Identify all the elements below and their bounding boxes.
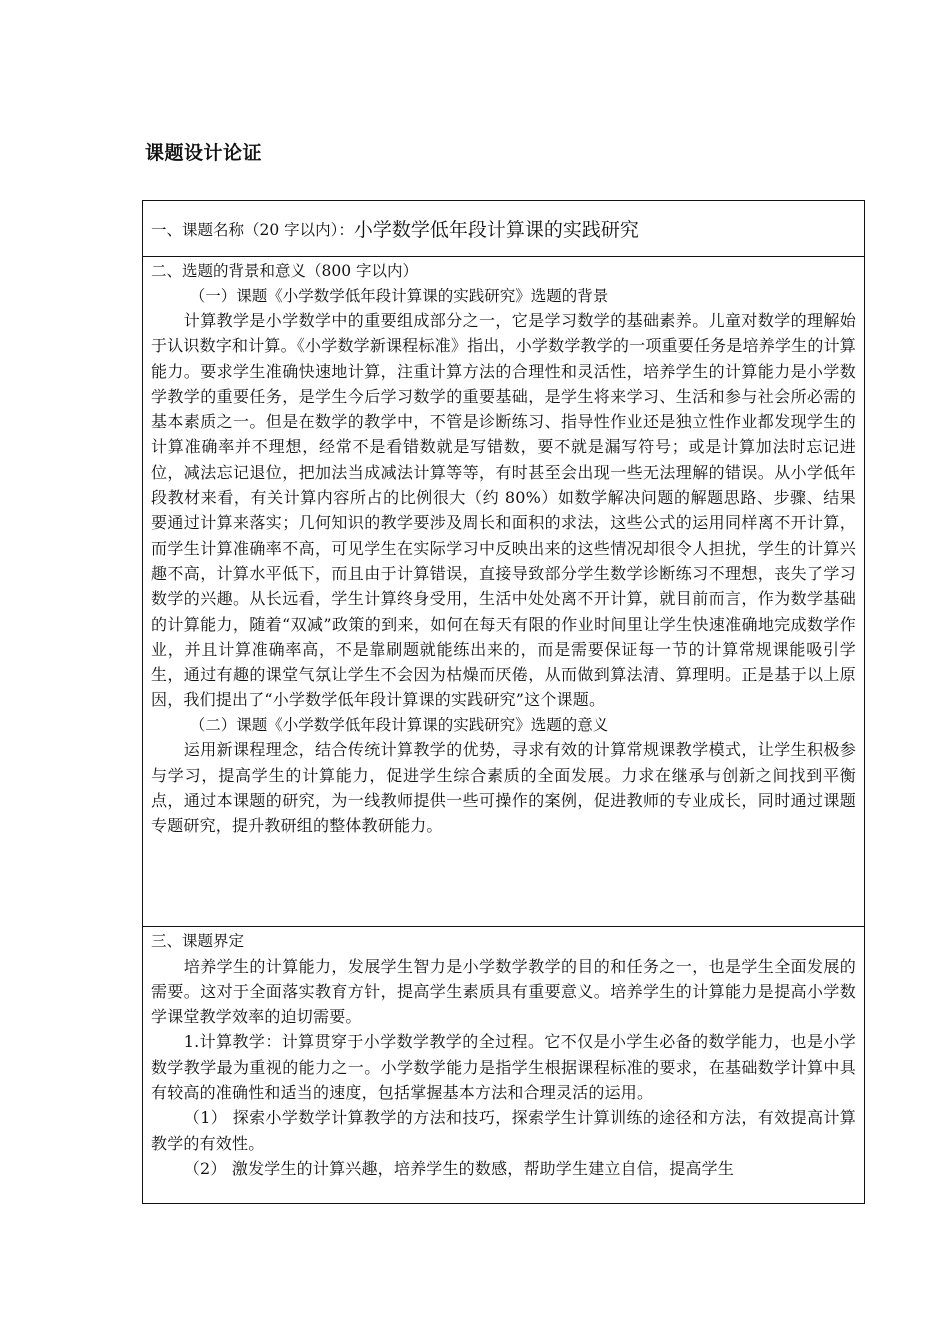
background-heading: 二、选题的背景和意义（800 字以内） (151, 262, 419, 280)
background-row (143, 257, 864, 927)
topic-row (143, 201, 864, 257)
topic-label: 一、课题名称（20 字以内）： (151, 220, 354, 239)
topic-name: 小学数学低年段计算课的实践研究 (353, 219, 639, 241)
definition-row (143, 927, 864, 1204)
background-paragraph: 计算教学是小学数学中的重要组成部分之一，它是学习数学的基础素养。儿童对数学的理解始于认识数字和计算。《小学数学新课程标准》指出，小学数学教学的一项重要任务是培养学生的计算能力。要求学生准确快速地计算，注重计算方法的合理性和灵活性，培养学生的计算能力是小学数学教学的重要任务，是学生今后学习数学的重要基础，是学生将来学习、生活和参与社会所必需的基本素质之一。但是在数学的教学中，不管是诊断练习、指导性作业还是独立性作业都发现学生的计算准确率并不理想，经常不是看错数就是写错数，要不就是漏写符号；或是计算加法时忘记进位，减法忘记退位，把加法当成减法计算等等，有时甚至会出现一些无法理解的错误。从小学低年段教材来看，有关计算内容所占的比例很大（约 80%）如数学解决问题的解题思路、步骤、结果要通过计算来落实；几何知识的教学要涉及周长和面积的求法，这些公式的运用同样离不开计算，而学生计算准确率不高，可见学生在实际学习中反映出来的这些情况却很令人担扰，学生的计算兴趣不高，计算水平低下，而且由于计算错误，直接导致部分学生数学诊断练习不理想，丧失了学习数学的兴趣。从长远看，学生计算终身受用，生活中处处离不开计算，就目前而言，作为数学基础的计算能力，随着“双减”政策的到来，如何在每天有限的作业时间里让学生快速准确地完成数学作业，并且计算准确率高，不是靠刷题就能练出来的，而是需要保证每一节的计算常规课能吸引学生，通过有趣的课堂气氛让学生不会因为枯燥而厌倦，从而做到算法清、算理明。正是基于以上原因，我们提出了“小学数学低年段计算课的实践研究”这个课题。 (151, 311, 856, 710)
background-subheading: （一）课题《小学数学低年段计算课的实践研究》选题的背景 (189, 286, 609, 305)
definition-paragraph-2: 1.计算教学：计算贯穿于小学数学教学的全过程。它不仅是小学生必备的数学能力，也是小学数学教学最为重视的能力之一。小学数学能力是指学生根据课程标准的要求，在基础数学计算中具有较高的准确性和适当的速度，包括掌握基本方法和合理灵活的运用。 (151, 1032, 856, 1102)
proposal-table (142, 200, 865, 1204)
definition-item-2: （2） 激发学生的计算兴趣，培养学生的数感，帮助学生建立自信，提高学生 (183, 1158, 735, 1178)
significance-paragraph: 运用新课程理念，结合传统计算教学的优势，寻求有效的计算常规课教学模式，让学生积极参与学习，提高学生的计算能力，促进学生综合素质的全面发展。力求在继承与创新之间找到平衡点，通过本课题的研究，为一线教师提供一些可操作的案例，促进教师的专业成长，同时通过课题专题研究，提升教研组的整体教研能力。 (151, 740, 856, 836)
page-title: 课题设计论证 (145, 142, 263, 164)
definition-item-1: （1） 探索小学数学计算教学的方法和技巧，探索学生计算训练的途径和方法，有效提高计算教学的有效性。 (151, 1108, 856, 1153)
definition-heading: 三、课题界定 (151, 932, 245, 950)
significance-subheading: （二）课题《小学数学低年段计算课的实践研究》选题的意义 (189, 715, 609, 734)
definition-paragraph-1: 培养学生的计算能力，发展学生智力是小学数学教学的目的和任务之一，也是学生全面发展的需要。这对于全面落实教育方针，提高学生素质具有重要意义。培养学生的计算能力是提高小学数学课堂教学效率的迫切需要。 (151, 956, 856, 1027)
